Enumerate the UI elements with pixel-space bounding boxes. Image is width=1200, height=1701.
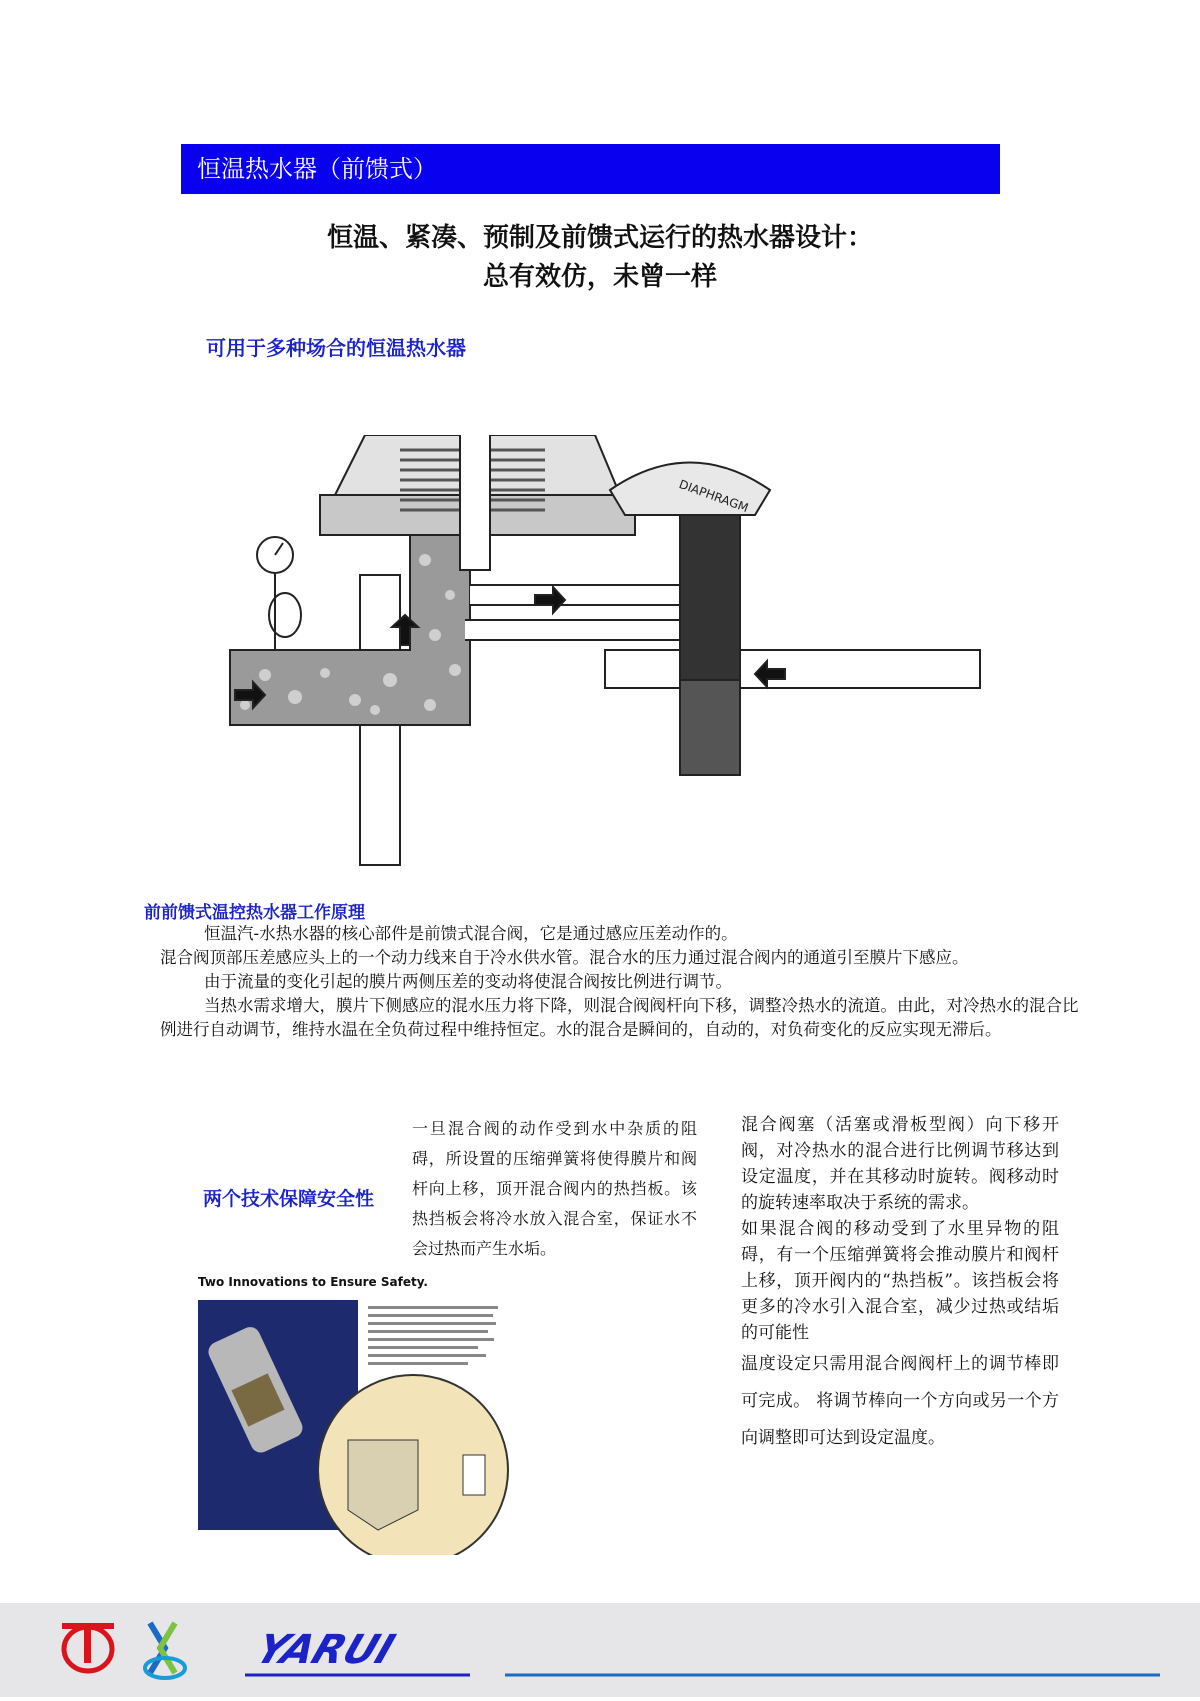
- right-paragraph-3: 温度设定只需用混合阀阀杆上的调节棒即可完成。 将调节棒向一个方向或另一个方向调整即可达到设定温度。: [741, 1354, 1059, 1448]
- heater-diagram: [225, 435, 1065, 875]
- safety-figure-title: Two Innovations to Ensure Safety.: [198, 1275, 428, 1289]
- headline-line-2: 总有效仿，未曾一样: [482, 262, 717, 292]
- principle-paragraph-1: 恒温汽-水热水器的核心部件是前馈式混合阀，它是通过感应压差动作的。: [204, 924, 738, 943]
- valve-outlet: [680, 680, 740, 775]
- principle-paragraph-2: 混合阀顶部压差感应头上的一个动力线来自于冷水供水管。混合水的压力通过混合阀内的通道引至膜片下感应。: [160, 948, 969, 967]
- principle-title: 前前馈式温控热水器工作原理: [144, 903, 365, 923]
- footer-graphics: [0, 1603, 1200, 1697]
- headline-line-1: 恒温、紧凑、预制及前馈式运行的热水器设计：: [326, 223, 873, 253]
- safety-figure: [198, 1270, 510, 1555]
- principle-paragraph-3: 由于流量的变化引起的膜片两侧压差的变动将使混合阀按比例进行调节。: [204, 972, 732, 991]
- right-column: [741, 1112, 1059, 1457]
- logo-green-icon: [145, 1623, 185, 1678]
- right-paragraph-1: 混合阀塞（活塞或滑板型阀）向下移开阀，对冷热水的混合进行比例调节移达到设定温度，并在其移动时旋转。阀移动时的旋转速率取决于系统的需求。: [741, 1115, 1059, 1213]
- safety-text: 一旦混合阀的动作受到水中杂质的阻碍，所设置的压缩弹簧将使得膜片和阀杆向上移，顶开混合阀内的热挡板。该热挡板会将冷水放入混合室，保证水不会过热而产生水垢。: [412, 1119, 697, 1258]
- yarui-logo: YARUI: [249, 1626, 401, 1673]
- principle-text: [160, 922, 1080, 1042]
- footer: [0, 1603, 1200, 1697]
- cold-water-pipe: [605, 650, 980, 688]
- section-subtitle: 可用于多种场合的恒温热水器: [206, 336, 466, 360]
- hot-water-outlet: [460, 435, 490, 570]
- valve-stem: [680, 515, 740, 690]
- diaphragm-label: DIAPHRAGM: [677, 477, 751, 516]
- logo-red-icon: [62, 1623, 114, 1671]
- page-header-bar: 恒温热水器（前馈式）: [181, 144, 1000, 194]
- right-paragraph-2: 如果混合阀的移动受到了水里异物的阻碍，有一个压缩弹簧将会推动膜片和阀杆上移，顶开阀内的“热挡板”。该挡板会将更多的冷水引入混合室，减少过热或结垢的可能性: [741, 1219, 1059, 1343]
- principle-paragraph-4: 当热水需求增大，膜片下侧感应的混水压力将下降，则混合阀阀杆向下移，调整冷热水的流道。由此，对冷热水的混合比例进行自动调节，维持水温在全负荷过程中维持恒定。水的混合是瞬间的，自动的，对负荷变化的反应实现无滞后。: [160, 996, 1079, 1039]
- safety-title: 两个技术保障安全性: [203, 1188, 375, 1210]
